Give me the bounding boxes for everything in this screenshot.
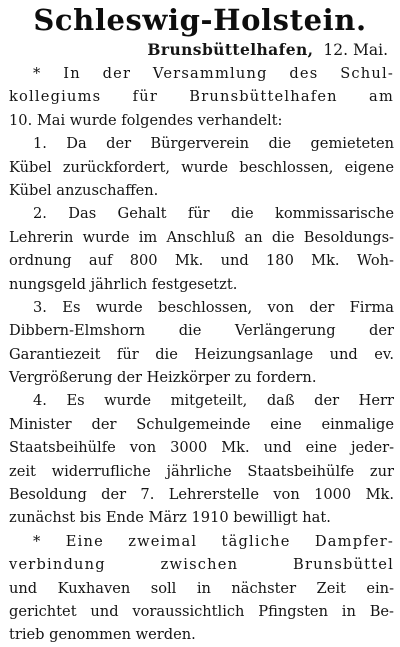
text-line: Kübel zurückfordert, wurde beschlossen, eigene [9,158,394,176]
text-line: 4. Es wurde mitgeteilt, daß der Herr [33,392,394,410]
text-line: Vergrößerung der Heizkörper zu fordern. [9,369,317,387]
text-line: Minister der Schulgemeinde eine einmalige [9,415,394,433]
text-line: gerichtet und voraussichtlich Pfingsten in Be- [9,602,394,620]
dateline-date: 12. Mai. [323,41,388,59]
text-line: zeit widerrufliche jährliche Staatsbeihülfe zur [9,462,394,480]
text-line: * In der Versammlung des Schul- [33,65,394,82]
text-line: 10. Mai wurde folgendes verhandelt: [9,111,283,129]
text-line: 1. Da der Bürgerverein die gemieteten [33,135,394,153]
text-line: nungsgeld jährlich festgesetzt. [9,275,238,293]
text-line: kollegiums für Brunsbüttelhafen am [9,88,394,106]
text-line: 2. Das Gehalt für die kommissarische [33,205,394,223]
text-line: Besoldung der 7. Lehrerstelle von 1000 Mk. [9,486,394,504]
text-line: Lehrerin wurde im Anschluß an die Besoldungs- [9,228,394,246]
text-line: trieb genommen werden. [9,626,196,644]
text-line: zunächst bis Ende März 1910 bewilligt hat. [9,509,331,527]
text-line: verbindung zwischen Brunsbüttel [9,556,394,574]
headline: Schleswig-Holstein. [33,3,367,37]
text-line: Garantiezeit für die Heizungsanlage und ev. [9,345,394,363]
text-line: * Eine zweimal tägliche Dampfer- [33,532,394,550]
dateline [0,38,400,62]
text-line: ordnung auf 800 Mk. und 180 Mk. Woh- [9,252,394,270]
text-line: 3. Es wurde beschlossen, von der Firma [33,298,394,316]
text-line: Staatsbeihülfe von 3000 Mk. und eine jeder- [9,439,394,457]
dateline-place: Brunsbüttelhafen, [147,40,314,59]
text-line: Kübel anzuschaffen. [9,181,159,199]
text-line: und Kuxhaven soll in nächster Zeit ein- [9,579,394,597]
text-line: Dibbern-Elmshorn die Verlängerung der [9,322,394,340]
article-body [0,62,400,647]
